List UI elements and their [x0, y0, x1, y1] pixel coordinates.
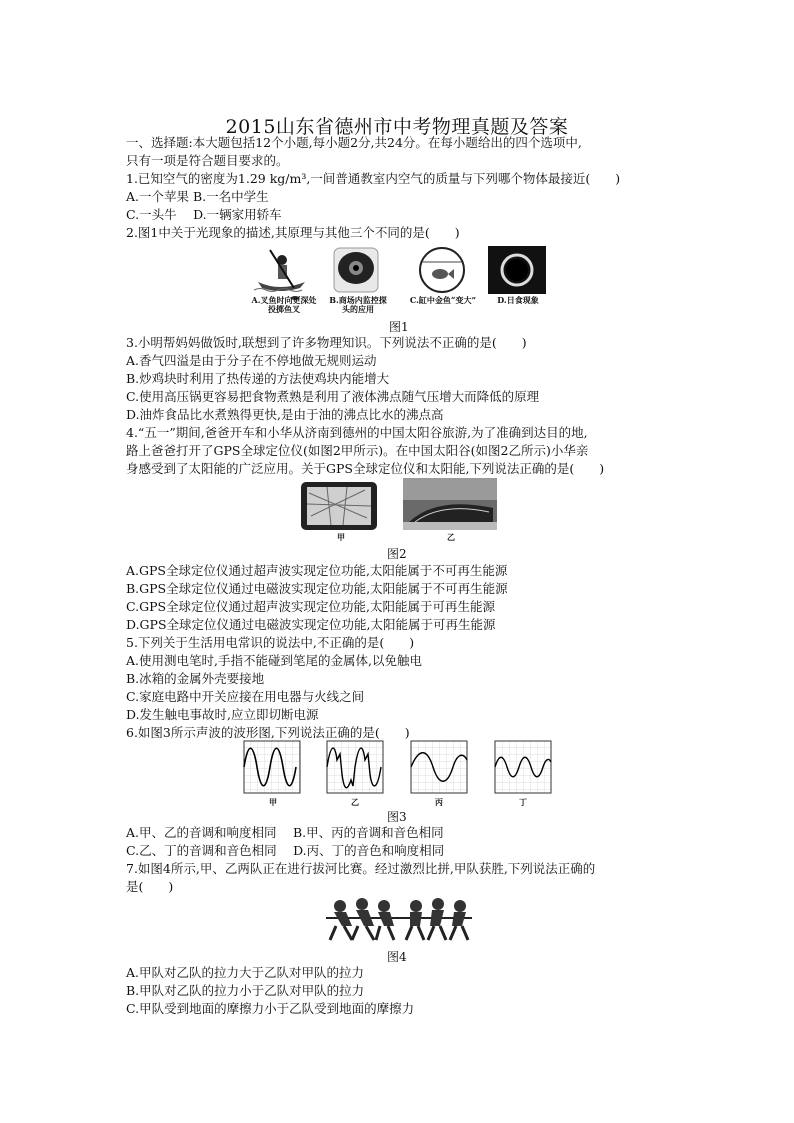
figure-1 — [250, 244, 550, 316]
fig3-label-yi: 乙 — [351, 797, 359, 807]
waveform-ding — [495, 741, 551, 793]
fig2-label-yi: 乙 — [447, 532, 455, 542]
question-4-cont: 路上爸爸打开了GPS全球定位仪(如图2甲所示)。在中国太阳谷(如图2乙所示)小华亲 — [126, 443, 589, 458]
q4-option-c: C.GPS全球定位仪通过超声波实现定位功能,太阳能属于可再生能源 — [126, 599, 496, 614]
figure-2-drawings — [297, 478, 502, 532]
question-7-cont: 是( ) — [126, 879, 174, 894]
question-3: 3.小明帮妈妈做饭时,联想到了许多物理知识。下列说法不正确的是( ) — [126, 335, 527, 350]
question-4-cont2: 身感受到了太阳能的广泛应用。关于GPS全球定位仪和太阳能,下列说法正确的是( ) — [126, 461, 605, 476]
figure-3 — [243, 740, 553, 808]
q6-options-ab: A.甲、乙的音调和响度相同 B.甲、丙的音调和音色相同 — [126, 825, 444, 840]
fig2-label-jia: 甲 — [337, 532, 345, 542]
question-7: 7.如图4所示,甲、乙两队正在进行拔河比赛。经过激烈比拼,甲队获胜,下列说法正确的 — [126, 861, 596, 876]
q7-option-c: C.甲队受到地面的摩擦力小于乙队受到地面的摩擦力 — [126, 1001, 415, 1016]
question-4: 4.“五一”期间,爸爸开车和小华从济南到德州的中国太阳谷旅游,为了准确到达目的地, — [126, 425, 588, 440]
fig1-label-c: C.缸中金鱼“变大” — [409, 295, 477, 305]
q1-options-ab: A.一个苹果 B.一名中学生 — [126, 189, 269, 204]
solar-eclipse-image — [488, 246, 546, 294]
q5-option-a: A.使用测电笔时,手指不能碰到笔尾的金属体,以免触电 — [126, 653, 422, 668]
q6-options-cd: C.乙、丁的音调和音色相同 D.丙、丁的音色和响度相同 — [126, 843, 445, 858]
question-6: 6.如图3所示声波的波形图,下列说法正确的是( ) — [126, 725, 410, 740]
q7-option-a: A.甲队对乙队的拉力大于乙队对甲队的拉力 — [126, 965, 365, 980]
figure-4-caption: 图4 — [387, 950, 407, 964]
fish-bowl-image — [420, 248, 464, 292]
q5-option-d: D.发生触电事故时,应立即切断电源 — [126, 707, 319, 722]
fig3-label-bing: 丙 — [435, 797, 443, 807]
q3-option-b: B.炒鸡块时利用了热传递的方法使鸡块内能增大 — [126, 371, 390, 386]
fig3-label-ding: 丁 — [519, 797, 527, 807]
fig3-label-jia: 甲 — [269, 797, 277, 807]
figure-3-caption: 图3 — [387, 810, 407, 824]
fig1-label-a: A.叉鱼时向更深处投掷鱼叉 — [251, 295, 317, 314]
question-1: 1.已知空气的密度为1.29 kg/m³,一间普通教室内空气的质量与下列哪个物体最接近( ) — [126, 171, 621, 186]
dome-camera-image — [334, 248, 378, 292]
figure-4 — [324, 894, 474, 946]
q7-option-b: B.甲队对乙队的拉力小于乙队对甲队的拉力 — [126, 983, 365, 998]
fig1-label-b: B.商场内监控探头的应用 — [329, 295, 387, 314]
fig1-label-d: D.日食现象 — [497, 295, 539, 305]
q4-option-a: A.GPS全球定位仪通过超声波实现定位功能,太阳能属于不可再生能源 — [126, 563, 508, 578]
q4-option-b: B.GPS全球定位仪通过电磁波实现定位功能,太阳能属于不可再生能源 — [126, 581, 508, 596]
waveform-bing — [411, 741, 467, 793]
question-2: 2.图1中关于光现象的描述,其原理与其他三个不同的是( ) — [126, 225, 460, 240]
solar-valley-building-image — [403, 478, 497, 530]
figure-1-caption: 图1 — [389, 320, 409, 334]
q4-option-d: D.GPS全球定位仪通过电磁波实现定位功能,太阳能属于可再生能源 — [126, 617, 496, 632]
q3-option-d: D.油炸食品比水煮熟得更快,是由于油的沸点比水的沸点高 — [126, 407, 444, 422]
figure-2 — [297, 478, 502, 544]
waveform-jia — [244, 741, 300, 793]
q5-option-c: C.家庭电路中开关应接在用电器与火线之间 — [126, 689, 365, 704]
q3-option-c: C.使用高压锅更容易把食物煮熟是利用了液体沸点随气压增大而降低的原理 — [126, 389, 540, 404]
page-title: 2015山东省德州市中考物理真题及答案 — [225, 116, 569, 138]
boat-spear-fishing-image — [254, 250, 305, 300]
question-5: 5.下列关于生活用电常识的说法中,不正确的是( ) — [126, 635, 415, 650]
tug-of-war-image — [324, 894, 474, 946]
figure-2-caption: 图2 — [387, 547, 407, 561]
q3-option-a: A.香气四溢是由于分子在不停地做无规则运动 — [126, 353, 377, 368]
figure-3-waveforms — [243, 740, 553, 796]
gps-device-image — [301, 482, 377, 530]
section-heading-cont: 只有一项是符合题目要求的。 — [126, 153, 289, 168]
q5-option-b: B.冰箱的金属外壳要接地 — [126, 671, 265, 686]
waveform-yi — [327, 741, 383, 793]
q1-options-cd: C.一头牛 D.一辆家用轿车 — [126, 207, 282, 222]
section-heading: 一、选择题:本大题包括12个小题,每小题2分,共24分。在每小题给出的四个选项中, — [126, 135, 582, 150]
